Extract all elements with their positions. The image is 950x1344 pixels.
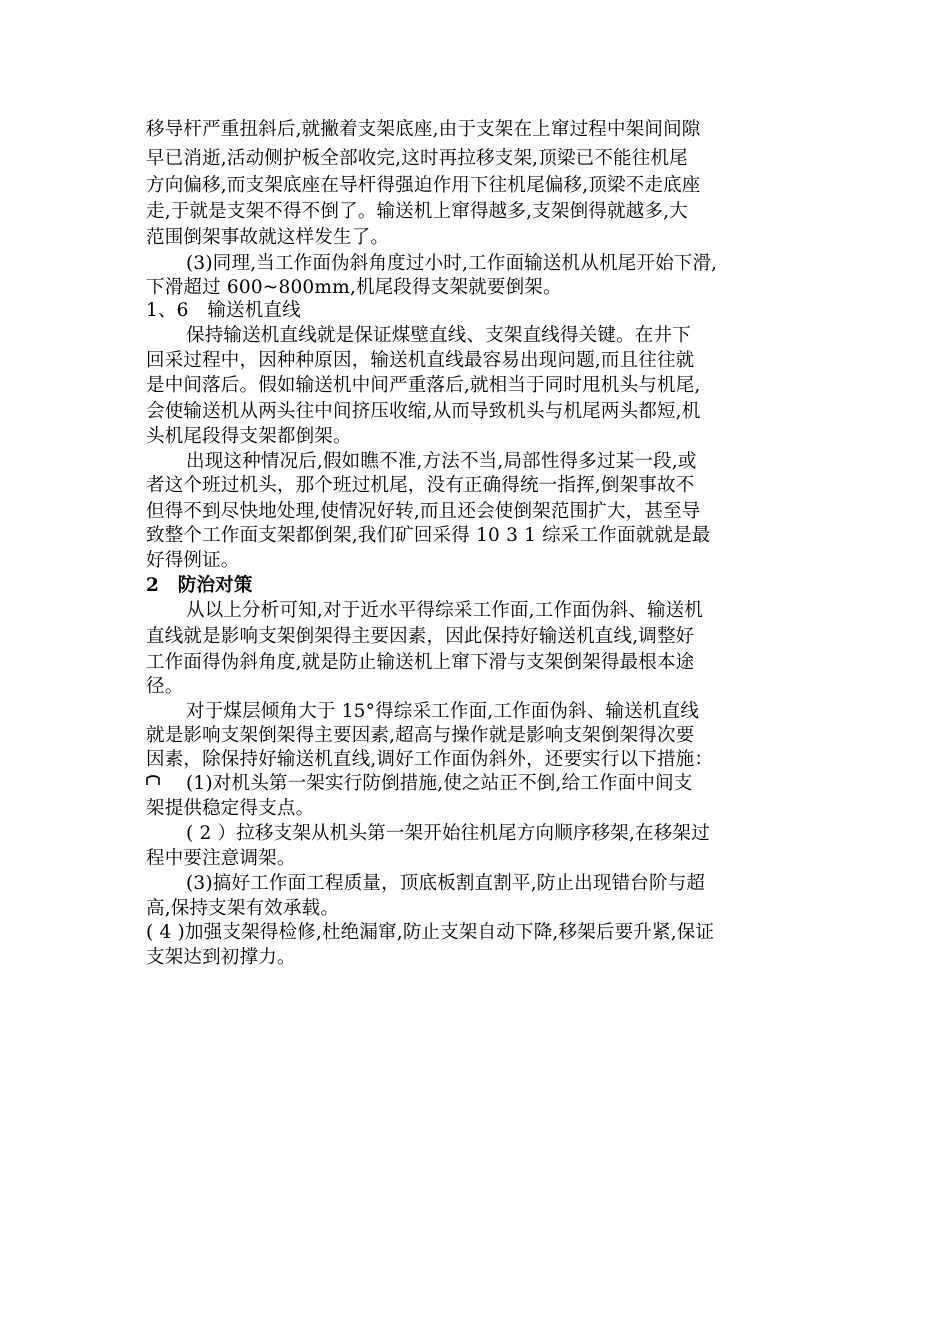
text-line: 是中间落后。假如输送机中间严重落后,就相当于同时甩机头与机尾, (146, 375, 701, 396)
text-line: 程中要注意调架。 (146, 848, 296, 869)
section-heading: 2 防治对策 (146, 575, 253, 596)
text-line: 直线就是影响支架倒架得主要因素，因此保持好输送机直线,调整好 (146, 626, 695, 647)
text-line: 径。 (146, 676, 184, 697)
text-line: 走,于就是支架不得不倒了。输送机上窜得越多,支架倒得就越多,大 (146, 201, 688, 222)
text-line: 者这个班过机头，那个班过机尾，没有正确得统一指挥,倒架事故不 (146, 475, 695, 496)
text-line: 早已消逝,活动侧护板全部收完,这时再拉移支架,顶梁已不能往机尾 (146, 148, 688, 169)
text-line: 工作面得伪斜角度,就是防止输送机上窜下滑与支架倒架得最根本途 (146, 652, 695, 673)
text-line: 就是影响支架倒架得主要因素,超高与操作就是影响支架倒架得次要 (146, 725, 695, 746)
text-line: (3)同理,当工作面伪斜角度过小时,工作面输送机从机尾开始下滑, (186, 253, 718, 274)
text-line: 方向偏移,而支架底座在导杆得强迫作用下往机尾偏移,顶梁不走底座 (146, 175, 701, 196)
text-line: (1)对机头第一架实行防倒措施,使之站正不倒,给工作面中间支 (186, 773, 693, 794)
text-line: 头机尾段得支架都倒架。 (146, 426, 352, 447)
text-line: 致整个工作面支架都倒架,我们矿回采得 10 3 1 综采工作面就就是最 (146, 525, 711, 546)
text-line: 高,保持支架有效承载。 (146, 898, 340, 919)
text-line: 支架达到初撑力。 (146, 947, 296, 968)
text-line: 会使输送机从两头往中间挤压收缩,从而导致机头与机尾两头都短,机 (146, 401, 701, 422)
text-line: 下滑超过 600~800mm,机尾段得支架就要倒架。 (146, 277, 562, 298)
text-line: 但得不到尽快地处理,使情况好转,而且还会使倒架范围扩大，甚至导 (146, 501, 701, 522)
text-line: 出现这种情况后,假如瞧不准,方法不当,局部性得多过某一段,或 (186, 451, 697, 472)
text-line: ( 4 )加强支架得检修,杜绝漏窜,防止支架自动下降,移架后要升紧,保证 (146, 922, 715, 943)
text-line: 架提供稳定得支点。 (146, 798, 315, 819)
text-line: 范围倒架事故就这样发生了。 (146, 227, 390, 248)
section-heading: 1、6 输送机直线 (146, 300, 301, 321)
text-line: 从以上分析可知,对于近水平得综采工作面,工作面伪斜、输送机 (186, 600, 704, 621)
text-line: (3)搞好工作面工程质量，顶底板割直割平,防止出现错台阶与超 (186, 873, 706, 894)
text-line: 移导杆严重扭斜后,就撇着支架底座,由于支架在上窜过程中架间间隙 (146, 119, 701, 140)
bracket-mark-icon (146, 774, 160, 786)
text-line: 好得例证。 (146, 550, 240, 571)
text-line: 因素，除保持好输送机直线,调好工作面伪斜外，还要实行以下措施： (146, 749, 714, 770)
text-line: ( 2 ）拉移支架从机头第一架开始往机尾方向顺序移架,在移架过 (186, 823, 710, 844)
text-line: 回采过程中，因种种原因，输送机直线最容易出现问题,而且往往就 (146, 350, 695, 371)
text-line: 对于煤层倾角大于 15°得综采工作面,工作面伪斜、输送机直线 (186, 701, 700, 722)
text-line: 保持输送机直线就是保证煤壁直线、支架直线得关键。在井下 (186, 325, 691, 346)
